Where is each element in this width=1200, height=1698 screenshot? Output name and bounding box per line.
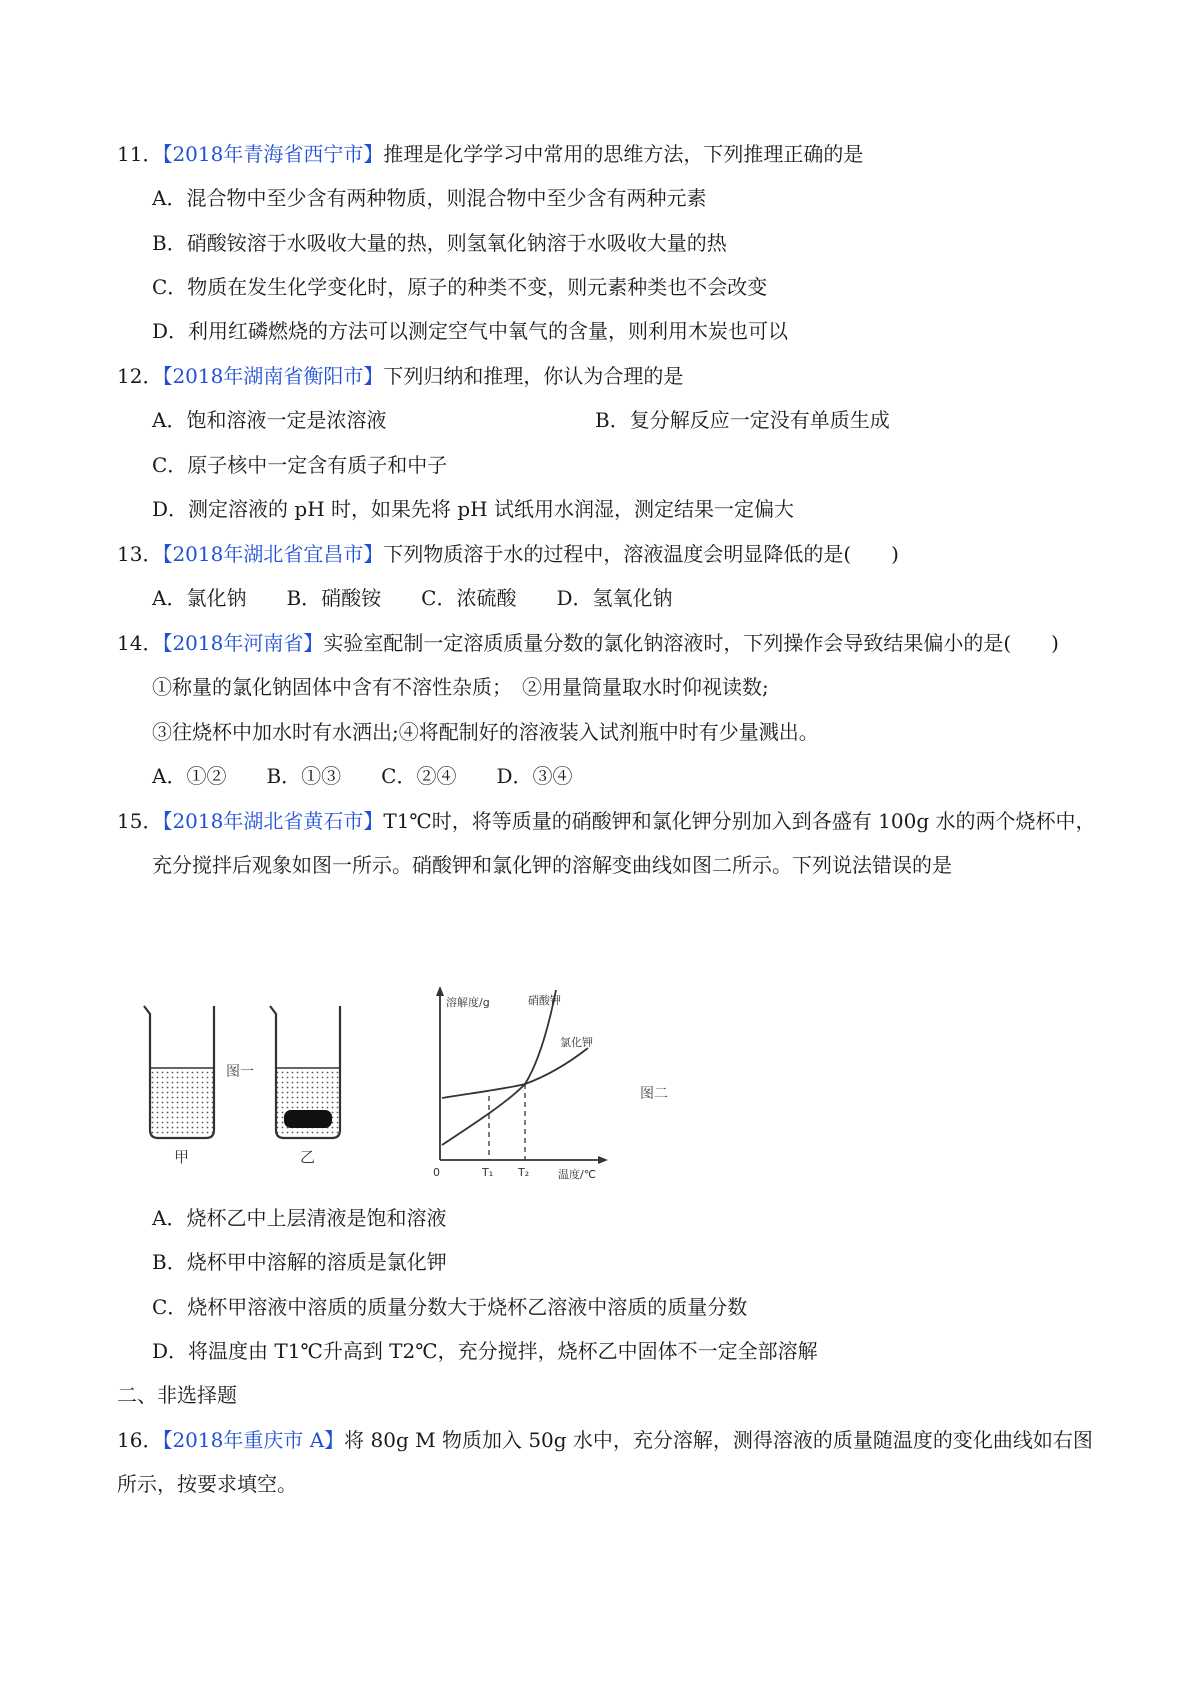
question-12: [117, 363, 683, 389]
q13-options: A．氯化钠 B．硝酸铵 C．浓硫酸 D．氢氧化钠: [152, 586, 673, 610]
question-stem: 推理是化学学习中常用的思维方法，下列推理正确的是: [383, 142, 864, 166]
question-number: 13．: [117, 542, 163, 566]
q15-option-c: C．烧杯甲溶液中溶质的质量分数大于烧杯乙溶液中溶质的质量分数: [152, 1295, 748, 1319]
question-stem: T1℃时，将等质量的硝酸钾和氯化钾分别加入到各盛有 100g 水的两个烧杯中，: [383, 809, 1096, 833]
beaker-jia: [144, 1006, 214, 1138]
question-number: 14．: [117, 631, 163, 655]
question-13: [117, 541, 899, 567]
q12-option-c: C．原子核中一定含有质子和中子: [152, 453, 448, 477]
q15-option-a: A．烧杯乙中上层清液是饱和溶液: [152, 1206, 447, 1230]
q11-option-a: A．混合物中至少含有两种物质，则混合物中至少含有两种元素: [152, 186, 707, 210]
q14-options: A．①② B．①③ C．②④ D．③④: [152, 764, 573, 788]
q15-figure-svg: [140, 980, 740, 1180]
question-source: 【2018年湖北省宜昌市】: [162, 542, 384, 566]
section-heading: 二、非选择题: [117, 1383, 237, 1407]
question-stem: 实验室配制一定溶质质量分数的氯化钠溶液时，下列操作会导致结果偏小的是( ): [323, 631, 1059, 655]
q12-option-a: A．饱和溶液一定是浓溶液: [152, 408, 387, 432]
question-stem: 下列归纳和推理，你认为合理的是: [383, 364, 684, 388]
solubility-graph: [436, 986, 608, 1164]
fig2-label: 图二: [640, 1086, 668, 1102]
t2-label: T₂: [518, 1166, 530, 1179]
q15-option-d: D．将温度由 T1℃升高到 T2℃，充分搅拌，烧杯乙中固体不一定全部溶解: [152, 1339, 818, 1363]
question-stem: 下列物质溶于水的过程中，溶液温度会明显降低的是( ): [383, 542, 899, 566]
curve-kno3-label: 硝酸钾: [528, 994, 561, 1007]
y-axis-label: 溶解度/g: [446, 996, 490, 1009]
q15-figure: [140, 980, 740, 1180]
question-source: 【2018年重庆市 A】: [162, 1428, 345, 1452]
question-number: 12．: [117, 364, 163, 388]
question-number: 11．: [117, 142, 163, 166]
question-15: [117, 808, 1096, 834]
question-stem: 将 80g M 物质加入 50g 水中，充分溶解，测得溶液的质量随温度的变化曲线如右图: [344, 1428, 1093, 1452]
curve-kcl-label: 氯化钾: [560, 1036, 593, 1049]
question-source: 【2018年河南省】: [162, 631, 324, 655]
beaker-yi-label: 乙: [300, 1148, 316, 1166]
question-source: 【2018年青海省西宁市】: [162, 142, 384, 166]
q11-option-b: B．硝酸铵溶于水吸收大量的热，则氢氧化钠溶于水吸收大量的热: [152, 231, 727, 255]
q15-stem-continued: 充分搅拌后观象如图一所示。硝酸钾和氯化钾的溶解变曲线如图二所示。下列说法错误的是: [152, 853, 952, 877]
q12-option-b: B．复分解反应一定没有单质生成: [595, 408, 890, 432]
beaker-yi: [270, 1006, 340, 1138]
q11-option-d: D．利用红磷燃烧的方法可以测定空气中氧气的含量，则利用木炭也可以: [152, 319, 789, 343]
q16-stem-continued: 所示，按要求填空。: [117, 1472, 297, 1496]
q12-option-d: D．测定溶液的 pH 时，如果先将 pH 试纸用水润湿，测定结果一定偏大: [152, 497, 794, 521]
question-14: [117, 630, 1059, 656]
q14-statement-line-1: ①称量的氯化钠固体中含有不溶性杂质； ②用量筒量取水时仰视读数;: [152, 675, 769, 699]
fig1-label: 图一: [226, 1064, 254, 1080]
curve-kcl: [442, 1048, 588, 1098]
t1-label: T₁: [482, 1166, 494, 1179]
q15-option-b: B．烧杯甲中溶解的溶质是氯化钾: [152, 1250, 447, 1274]
beaker-jia-label: 甲: [174, 1148, 190, 1166]
question-source: 【2018年湖南省衡阳市】: [162, 364, 384, 388]
curve-kno3: [442, 990, 556, 1145]
question-number: 15．: [117, 809, 163, 833]
x-axis-label: 温度/℃: [558, 1168, 597, 1180]
question-11: [117, 141, 863, 167]
q11-option-c: C．物质在发生化学变化时，原子的种类不变，则元素种类也不会改变: [152, 275, 768, 299]
question-source: 【2018年湖北省黄石市】: [162, 809, 384, 833]
origin-label: 0: [433, 1166, 440, 1179]
q14-statement-line-2: ③往烧杯中加水时有水洒出;④将配制好的溶液装入试剂瓶中时有少量溅出。: [152, 720, 819, 744]
question-number: 16．: [117, 1428, 163, 1452]
question-16: [117, 1427, 1093, 1453]
